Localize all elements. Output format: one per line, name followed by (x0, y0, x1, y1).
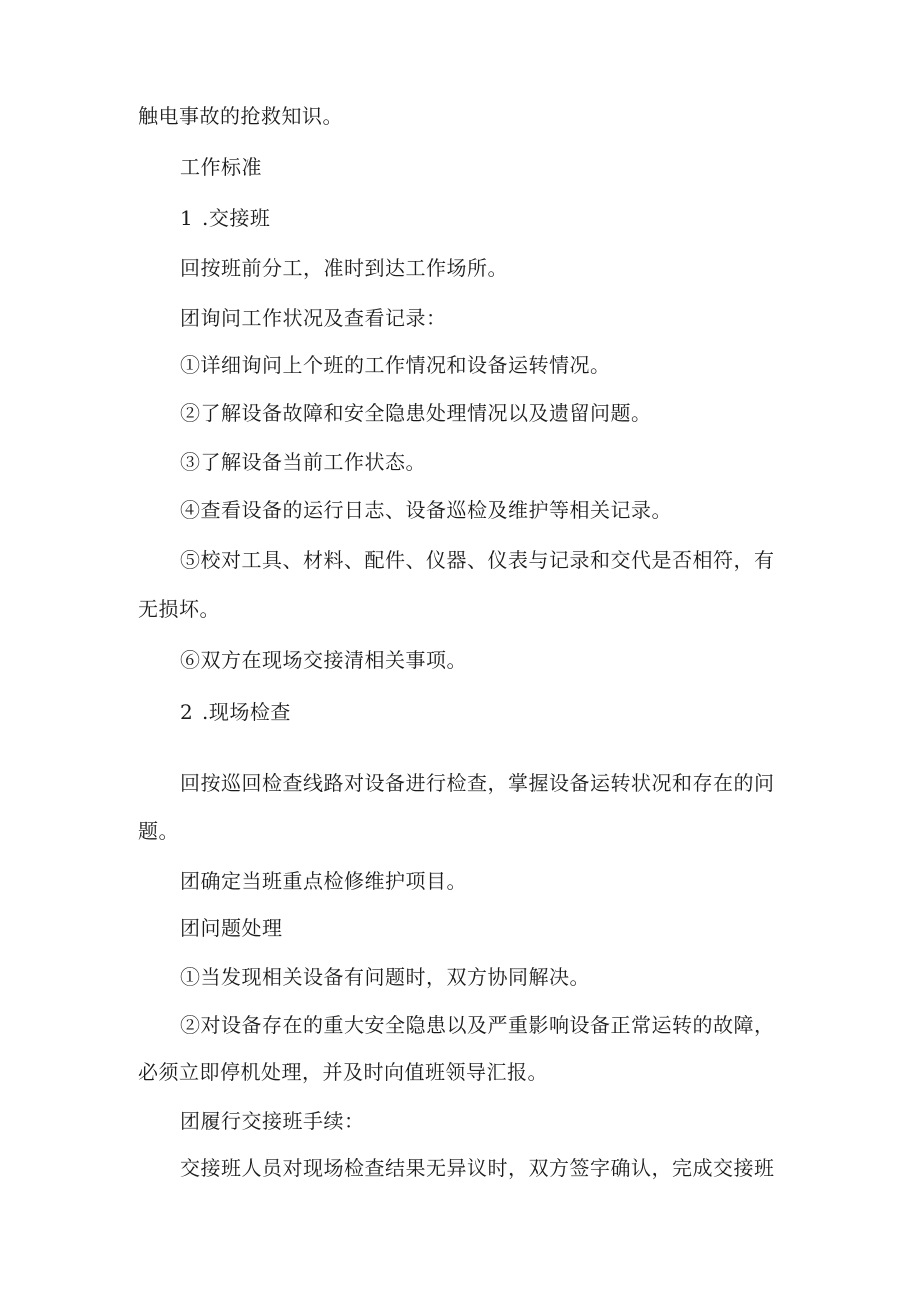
list-item: ⑤校对工具、材料、配件、仪器、仪表与记录和交代是否相符，有 (180, 548, 775, 572)
paragraph-line: 团询问工作状况及查看记录： (180, 306, 447, 330)
paragraph-line: 团问题处理 (180, 916, 283, 940)
section-title: .现场检查 (202, 700, 291, 724)
list-item: ④查看设备的运行日志、设备巡检及维护等相关记录。 (180, 498, 672, 522)
paragraph-line: 回按巡回检查线路对设备进行检查，掌握设备运转状况和存在的问 (180, 771, 775, 795)
paragraph-line: 题。 (138, 819, 179, 843)
list-item: ②对设备存在的重大安全隐患以及严重影响设备正常运转的故障， (180, 1013, 775, 1037)
list-item: ②了解设备故障和安全隐患处理情况以及遗留问题。 (180, 401, 652, 425)
list-item: ⑥双方在现场交接清相关事项。 (180, 648, 467, 672)
section-heading-numbered (180, 206, 270, 230)
paragraph-line: 无损坏。 (138, 597, 220, 621)
paragraph-line: 必须立即停机处理，并及时向值班领导汇报。 (138, 1060, 548, 1084)
paragraph-line: 团履行交接班手续： (180, 1109, 365, 1133)
section-heading: 工作标准 (180, 155, 262, 179)
section-number: 1 (180, 206, 194, 230)
section-title: .交接班 (202, 206, 271, 230)
list-item: ①详细询问上个班的工作情况和设备运转情况。 (180, 353, 611, 377)
section-number: 2 (180, 700, 194, 724)
section-heading-numbered (180, 700, 291, 724)
paragraph-line: 回按班前分工，准时到达工作场所。 (180, 256, 508, 280)
list-item: ①当发现相关设备有问题时，双方协同解决。 (180, 965, 590, 989)
paragraph-line: 触电事故的抢救知识。 (138, 104, 343, 128)
list-item: ③了解设备当前工作状态。 (180, 450, 426, 474)
paragraph-line: 团确定当班重点检修维护项目。 (180, 869, 467, 893)
paragraph-line: 交接班人员对现场检查结果无异议时，双方签字确认，完成交接班 (180, 1156, 775, 1180)
